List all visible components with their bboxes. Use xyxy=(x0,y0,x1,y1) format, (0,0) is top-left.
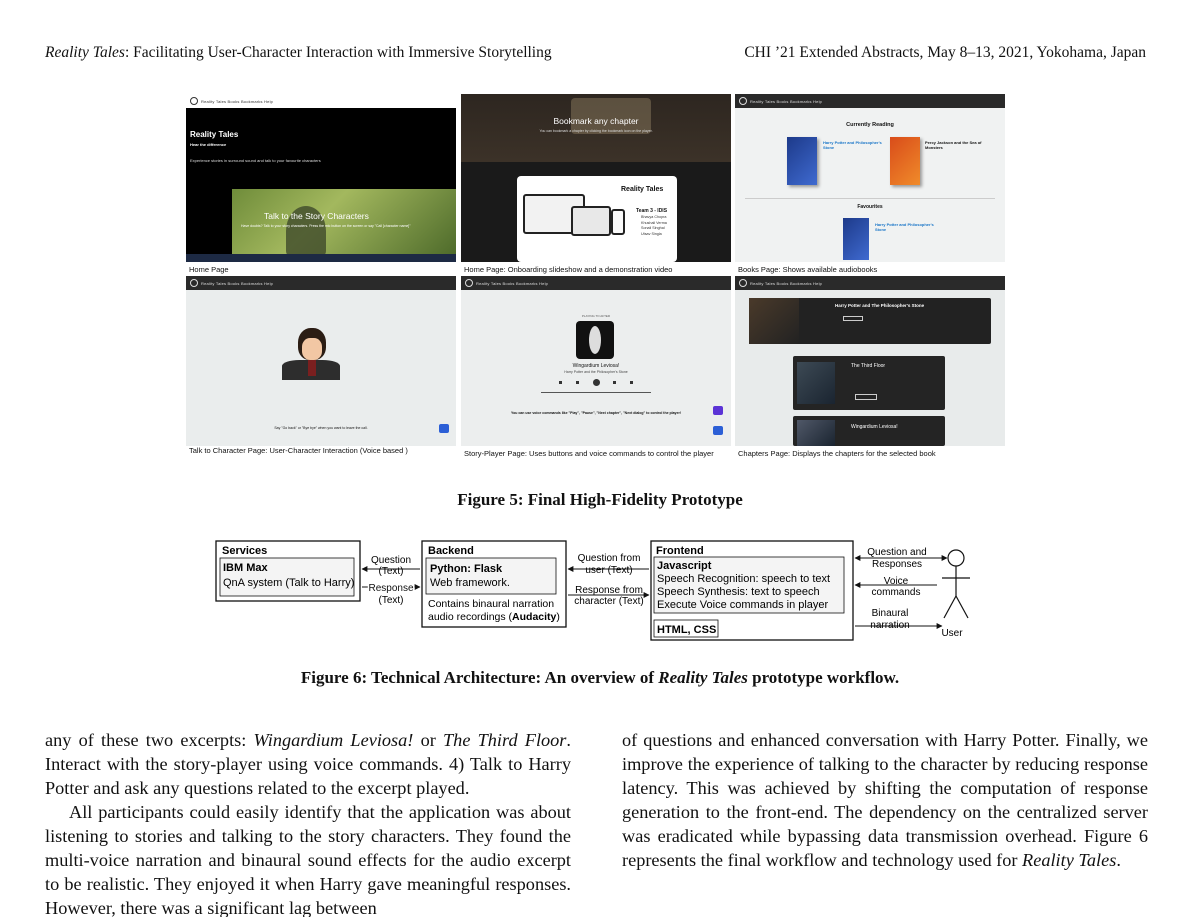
user-icon xyxy=(942,550,970,618)
figure-5-caption: Figure 5: Final High-Fidelity Prototype xyxy=(457,490,743,509)
svg-text:Question: Question xyxy=(370,555,412,566)
screenshot-home: Reality Tales Books Bookmarks Help Reality Tales Hear the difference Experience stories in surround sound and talk to your favourite characters Talk to the Story Characters Have doubts? Talk to your story characters. Press the mic button on the screen or say "Call [character name]" xyxy=(186,94,456,262)
caption-books: Books Page: Shows available audiobooks xyxy=(738,265,878,274)
svg-text:(Text): (Text) xyxy=(378,566,404,577)
frontend-box xyxy=(651,541,853,640)
arrows-services-backend xyxy=(362,555,420,606)
svg-text:QnA system (Talk to Harry): QnA system (Talk to Harry) xyxy=(223,577,355,589)
paragraph: All participants could easily identify that the application was about listening to stories and talking to the story characters. They found the multi-voice narration and binaural sound effects for the audio excerpt to be realistic. They enjoyed it when Harry gave meaningful responses. However, there was a significant lag between xyxy=(45,802,571,917)
user-label: User xyxy=(941,628,963,639)
figure-6 xyxy=(214,536,984,653)
svg-text:Response: Response xyxy=(368,583,414,594)
body-column-left xyxy=(45,728,571,917)
svg-text:Responses: Responses xyxy=(871,559,923,570)
screenshot-onboarding: Bookmark any chapter You can bookmark a chapter by clicking the bookmark icon on the player. Reality Tales Team 3 - IDIS Bhavya Chopra Khushali Verma Sonali Singhal Utsav Singla xyxy=(461,94,731,262)
svg-text:HTML, CSS: HTML, CSS xyxy=(657,624,717,636)
figure-6-caption: Figure 6: Technical Architecture: An overview of Reality Tales prototype workflow. xyxy=(300,668,900,687)
header-conference: CHI ’21 Extended Abstracts, May 8–13, 2021, Yokohama, Japan xyxy=(744,44,1146,61)
svg-text:Python: Flask: Python: Flask xyxy=(430,563,503,575)
caption-talk: Talk to Character Page: User-Character Interaction (Voice based ) xyxy=(189,446,408,455)
header-title: Reality Tales: Facilitating User-Character Interaction with Immersive Storytelling xyxy=(45,44,552,61)
svg-text:IBM Max: IBM Max xyxy=(223,562,268,574)
svg-text:Voice: Voice xyxy=(883,576,909,587)
svg-text:Question from: Question from xyxy=(577,553,641,564)
svg-text:Backend: Backend xyxy=(428,545,474,557)
svg-text:Web framework.: Web framework. xyxy=(430,577,510,589)
paragraph: any of these two excerpts: Wingardium Leviosa! or The Third Floor. Interact with the story-player using voice commands. 4) Talk to Harry Potter and ask any questions related to the excerpt played. xyxy=(45,730,571,798)
svg-text:Services: Services xyxy=(222,545,268,557)
svg-text:user (Text): user (Text) xyxy=(585,565,633,576)
screenshot-books: Reality Tales Books Bookmarks Help Currently Reading Harry Potter and Philosopher's Stone Percy Jackson and the Sea of Monsters Favourites Harry Potter and Philosopher's Stone xyxy=(735,94,1005,262)
screenshot-talk: Reality Tales Books Bookmarks Help Say "Go back" or "Bye bye" when you want to leave the call. xyxy=(186,276,456,446)
caption-onboarding: Home Page: Onboarding slideshow and a demonstration video xyxy=(464,265,673,274)
svg-text:commands: commands xyxy=(871,587,921,598)
svg-text:Frontend: Frontend xyxy=(656,545,704,557)
svg-text:(Text): (Text) xyxy=(378,595,404,606)
running-header xyxy=(45,44,1146,62)
caption-home: Home Page xyxy=(189,265,229,274)
svg-text:Speech Synthesis: text to spee: Speech Synthesis: text to speech xyxy=(657,586,820,598)
caption-chapters: Chapters Page: Displays the chapters for the selected book xyxy=(738,449,936,458)
svg-text:character (Text): character (Text) xyxy=(574,596,644,607)
screenshot-chapters: Reality Tales Books Bookmarks Help Harry Potter and The Philosopher's Stone The Third Floor Wingardium Leviosa! xyxy=(735,276,1005,446)
svg-text:Javascript: Javascript xyxy=(657,560,712,572)
body-column-right xyxy=(622,728,1148,872)
svg-text:Speech Recognition: speech to: Speech Recognition: speech to text xyxy=(657,573,831,585)
svg-text:Contains binaural narration: Contains binaural narration xyxy=(428,598,555,610)
services-box xyxy=(216,541,360,601)
screenshot-player: Reality Tales Books Bookmarks Help PLAYING TO AFTER Wingardium Leviosa! Harry Potter and the Philosopher's Stone You can use voice commands like "Play", "Pause", "Next chapter", "Next dialog" to control the player! xyxy=(461,276,731,446)
arrows-frontend-user xyxy=(855,547,947,631)
architecture-diagram xyxy=(214,536,984,648)
arrows-backend-frontend xyxy=(568,553,649,607)
svg-text:audio recordings (Audacity): audio recordings (Audacity) xyxy=(428,611,560,623)
backend-box xyxy=(422,541,566,627)
svg-text:narration: narration xyxy=(870,620,910,631)
svg-text:Response from: Response from xyxy=(575,585,643,596)
paragraph: of questions and enhanced conversation with Harry Potter. Finally, we improve the experience of talking to the character by reducing response latency. This was achieved by shifting the computation of response generation to the front-end. The dependency on the centralized server was eradicated while bypassing data transmission overhead. Figure 6 represents the final workflow and technology used for Reality Tales. xyxy=(622,730,1148,870)
caption-player: Story-Player Page: Uses buttons and voice commands to control the player xyxy=(464,449,714,458)
svg-text:Question and: Question and xyxy=(867,547,927,558)
svg-text:Binaural: Binaural xyxy=(871,608,909,619)
svg-text:Execute Voice commands in play: Execute Voice commands in player xyxy=(657,599,829,611)
